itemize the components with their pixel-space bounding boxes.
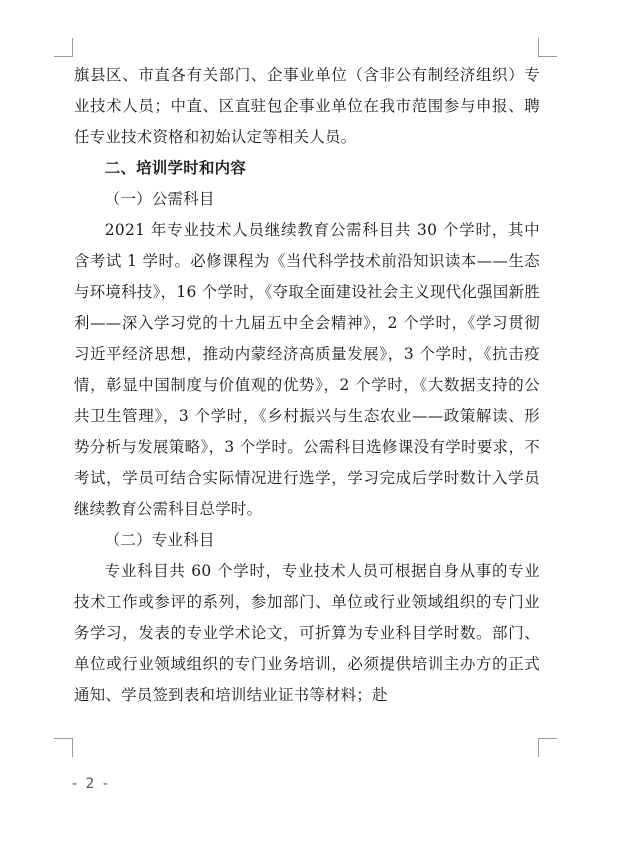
crop-mark-bottom-right [538,738,557,757]
crop-mark-top-right [538,38,557,57]
paragraph-scope: 旗县区、市直各有关部门、企事业单位（含非公有制经济组织）专业技术人员；中直、区直驻包企事业单位在我市范围参与申报、聘任专业技术资格和初始认定等相关人员。 [74,66,540,146]
subsection-heading-professional-subjects: （二）专业科目 [104,531,215,549]
paragraph-public-subjects: 2021 年专业技术人员继续教育公需科目共 30 个学时，其中含考试 1 学时。必修课程为《当代科学技术前沿知识读本——生态与环境科技》，16 个学时，《夺取全面建设社会主义现代化强国新胜利——深入学习党的十九届五中全会精神》，2 个学时，《学习贯彻习近平经济思想，推动内蒙经济高质量发展》，3 个学时，《抗击疫情，彰显中国制度与价值观的优势》，2 个学时，《大数据支持的公共卫生管理》，3 个学时，《乡村振兴与生态农业——政策解读、形势分析与发展策略》，3 个学时。公需科目选修课没有学时要求，不考试，学员可结合实际情况进行选学，学习完成后学时数计入学员继续教育公需科目总学时。 [74,221,540,518]
subsection-heading-public-subjects: （一）公需科目 [104,190,215,208]
crop-mark-top-left [54,38,73,57]
crop-mark-bottom-left [54,738,73,757]
paragraph-professional-subjects: 专业科目共 60 个学时，专业技术人员可根据自身从事的专业技术工作或参评的系列，参加部门、单位或行业领域组织的专门业务学习，发表的专业学术论文，可折算为专业科目学时数。部门、单位或行业领域组织的专门业务培训，必须提供培训主办方的正式通知、学员签到表和培训结业证书等材料；赴 [74,562,540,704]
page-number: - 2 - [72,776,110,792]
section-heading-training-hours: 二、培训学时和内容 [104,159,247,177]
body-text [74,60,540,711]
